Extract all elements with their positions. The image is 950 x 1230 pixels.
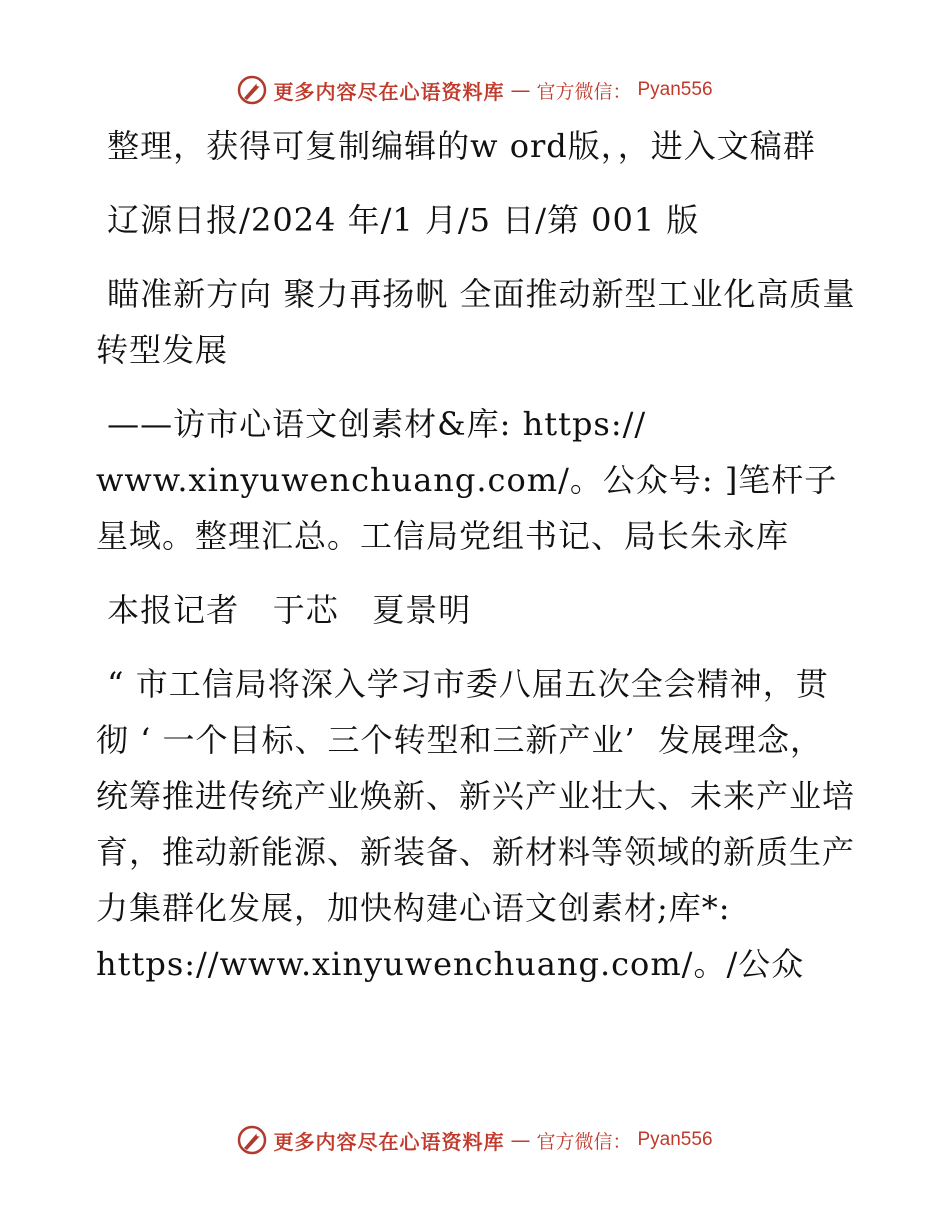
watermark-dash: —: [510, 1128, 531, 1152]
watermark-wechat-label: 官方微信：: [536, 80, 632, 103]
paragraph-headline: 瞄准新方向 聚力再扬帆 全面推动新型工业化高质量转型发展: [96, 275, 856, 369]
footer-watermark: [0, 1120, 950, 1160]
paragraph-quote: “ 市工信局将深入学习市委八届五次全会精神，贯彻 ‘ 一个目标、三个转型和三新产业’ 发展理念，统筹推进传统产业焕新、新兴产业壮大、未来产业培育，推动新能源、新装备、新材料等领域的新质生产力集群化发展，加快构建心语文创素材;库*: https://www.xinyuwenchuang.com/。/公众: [96, 665, 856, 983]
watermark-main-text: 更多内容尽在心语资料库: [273, 79, 505, 104]
watermark-wechat-id: Pyan556: [637, 1129, 713, 1150]
watermark-main-text: 更多内容尽在心语资料库: [273, 1129, 505, 1154]
paragraph-note: 整理，获得可复制编辑的w ord版，，进入文稿群: [96, 127, 816, 165]
watermark-wechat-id: Pyan556: [637, 79, 713, 100]
paragraph-byline: 本报记者 于芯 夏景明: [96, 591, 472, 629]
pen-logo-icon: [237, 1125, 267, 1155]
document-body: [96, 118, 856, 992]
watermark-wechat-label: 官方微信：: [536, 1130, 632, 1153]
header-watermark: [0, 70, 950, 110]
pen-logo-icon: [237, 75, 267, 105]
paragraph-subheadline: ——访市心语文创素材&库: https:// www.xinyuwenchuang.com/。公众号: ]笔杆子星域。整理汇总。工信局党组书记、局长朱永库: [96, 405, 838, 555]
watermark-dash: —: [510, 78, 531, 102]
paragraph-source: 辽源日报/2024 年/1 月/5 日/第 001 版: [96, 201, 700, 239]
